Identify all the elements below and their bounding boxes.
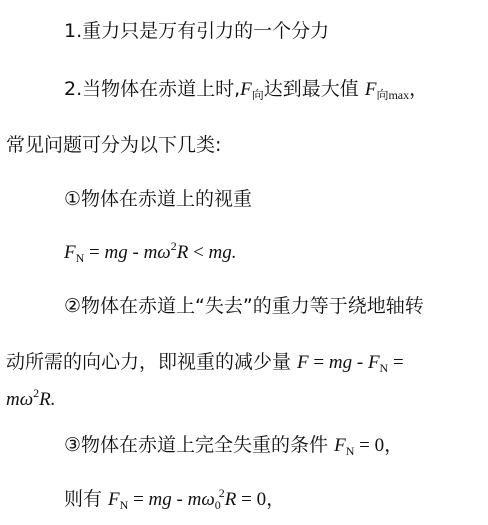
- formula-1-F: F: [64, 242, 76, 263]
- line-7-F2: F: [367, 352, 380, 373]
- line-7-N: N: [379, 361, 389, 375]
- formula-1-mg-end: mg.: [208, 242, 237, 263]
- line-8-formula: [6, 386, 56, 414]
- line-7-centripetal: [6, 349, 404, 377]
- formula-1-lt: <: [188, 242, 209, 263]
- line-10-N: N: [119, 498, 129, 512]
- line-7-text: 动所需的向心力，即视重的减少量: [6, 351, 298, 373]
- line-4-apparent-weight: [64, 186, 252, 212]
- line-10-zero-sub: 0: [214, 498, 221, 512]
- line-8-m-omega: mω: [6, 389, 34, 410]
- line-7-mg: mg: [328, 352, 353, 373]
- line-1-gravity-component: [64, 18, 329, 44]
- subscript-max: max: [388, 88, 410, 102]
- line-2-comma: ，: [409, 78, 429, 100]
- line-2-text-b: 达到最大值: [263, 78, 365, 100]
- subscript-xiang: 向: [251, 88, 264, 102]
- line-9-text: ③物体在赤道上完全失重的条件: [64, 434, 335, 456]
- line-2-equator-max: [64, 76, 428, 104]
- formula-1-mg: mg: [104, 242, 128, 263]
- symbol-F: F: [240, 79, 252, 100]
- line-10-eq: =: [128, 489, 149, 510]
- line-6-text: ②物体在赤道上“失去”的重力等于绕地轴转: [64, 295, 424, 317]
- formula-1-square: 2: [170, 239, 177, 253]
- line-2-text-a: 2.当物体在赤道上时,: [64, 78, 241, 100]
- subscript-xiang-2: 向: [376, 88, 389, 102]
- line-3-text: 常见问题可分为以下几类:: [6, 134, 222, 156]
- line-10-mg: mg: [148, 489, 172, 510]
- line-10-end: = 0，: [236, 489, 286, 510]
- line-10-F: F: [108, 489, 120, 510]
- line-10-m-omega: mω: [187, 489, 215, 510]
- line-7-minus: -: [352, 352, 368, 373]
- formula-1-eq: =: [84, 242, 105, 263]
- formula-1-m-omega: mω: [143, 242, 171, 263]
- line-6-lost-gravity: [64, 293, 424, 319]
- line-10-text: 则有: [64, 488, 109, 510]
- line-10-R: R: [224, 489, 237, 510]
- symbol-F-max: F: [364, 79, 377, 100]
- line-8-R: R.: [39, 389, 56, 410]
- line-8-square: 2: [33, 386, 40, 400]
- line-9-F: F: [334, 435, 346, 456]
- line-10-square: 2: [218, 486, 225, 500]
- formula-1-minus: -: [127, 242, 144, 263]
- line-4-text: ①物体在赤道上的视重: [64, 188, 253, 210]
- formula-1-N: N: [75, 251, 85, 265]
- line-7-F: F: [297, 352, 309, 373]
- line-10-formula: [64, 486, 285, 514]
- formula-1: [64, 239, 237, 267]
- line-7-eq2: =: [388, 352, 404, 373]
- line-9-eq: = 0，: [354, 435, 404, 456]
- line-7-eq: =: [308, 352, 329, 373]
- line-10-minus: -: [171, 489, 188, 510]
- line-1-text: 1.重力只是万有引力的一个分力: [64, 20, 330, 42]
- formula-1-R: R: [176, 242, 189, 263]
- line-3-categories: [6, 132, 221, 158]
- line-9-weightless: [64, 432, 403, 460]
- line-9-N: N: [345, 444, 355, 458]
